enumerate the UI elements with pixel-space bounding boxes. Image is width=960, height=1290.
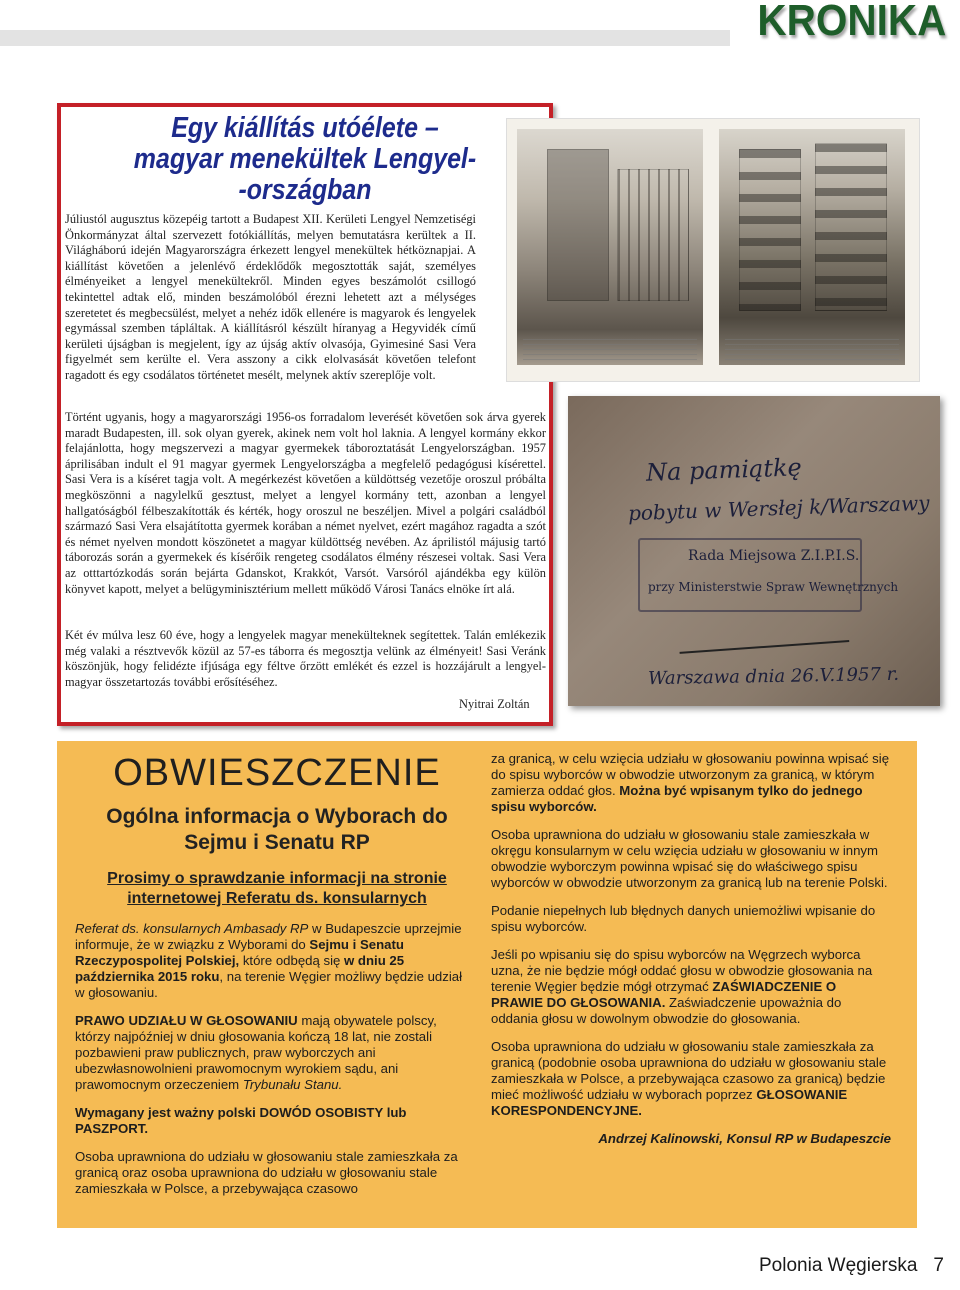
text: które odbędą się: [239, 953, 345, 968]
text: Wymagany jest ważny polski DOWÓD OSOBISTY lub PASZPORT.: [75, 1105, 407, 1136]
notice-title: OBWIESZCZENIE: [113, 752, 441, 794]
header-band: [0, 0, 960, 58]
photo-rebuilt-building: [719, 129, 905, 365]
notice-left-column: [75, 921, 470, 1209]
notice-box: [57, 741, 917, 1228]
notice-link[interactable]: Prosimy o sprawdzanie informacji na stronie internetowej Referatu ds. konsularnych: [107, 870, 447, 907]
page-footer: [759, 1255, 944, 1277]
inscription-line: Na pamiątkę: [645, 453, 803, 487]
text: Podanie niepełnych lub błędnych danych uniemożliwi wpisanie do spisu wyborców.: [491, 903, 876, 934]
article-text: Két év múlva lesz 60 éve, hogy a lengyelek magyar menekülteknek segítettek. Talán emlékezik még valaki a résztvevők közül az 57-es táborra és megosztja velünk az élményeit! Sasi Veránk köszönjük, hogy felidézte ifjúsága egy féltve őrzött emlékét és ezzel is hozzájárult a lengyel-magyar összetartozás további erősítéséhez.: [65, 628, 546, 689]
text: ZAŚWIADCZENIE O PRAWIE DO GŁOSOWANIA.: [491, 979, 837, 1010]
header-rule: [0, 30, 730, 46]
text: Osoba uprawniona do udziału w głosowaniu stale zamieszkała za granicą oraz osoba uprawniona do udziału w głosowaniu stale zamieszkała w Polsce, a przebywająca czasowo: [75, 1149, 458, 1196]
article-text: Júliustól augusztus közepéig tartott a Budapest XII. Kerületi Lengyel Nemzetiségi Önkormányzat által szervezett fotókiállítás, melyen bemutatásra kerültek a II. Világháború idején Magyarországra érkezett lengyel menekültek hétköznapjai. A kiállítást követően a jelenlévő érdeklődők megosztották saját, személyes élményeiket a lengyel menekültekről. Minden egyes beszámolót csillogó tekintettel adtak elő, minden beszámolóból érezni lehetett azt a mélységes szeretetet és megbecsülést, melyet a nehéz idők ellenére is magyarok és lengyelek egymással szemben tápláltak. A kiállításról készült híranyag a Hegyvidék című kerületi újságban is megjelent, így az újság aktív olvasója, Gyimesiné Sasi Vera figyelmét sem kerülte el. Vera asszony a cikk elolvasását követően telefont ragadott és egy csodálatos történetet mesélt, melynek aktív szereplője volt.: [65, 212, 476, 382]
notice-signature: Andrzej Kalinowski, Konsul RP w Budapeszcie: [598, 1131, 891, 1146]
article-text: Történt ugyanis, hogy a magyarországi 1956-os forradalom leverését követően sok árva gyerek maradt Budapesten, ill. sok olyan gyerek, akinek nem volt hol laknia. A lengyel kormány ekkor felajánlotta, hogy megszervezi a magyar gyermekek táboroztatását Lengyelországban. 1957 áprilisában indult el 91 magyar gyermek Lengyelországba a megfelelő pedagógusi kísérettel. Sasi Vera is a kíséret tagja volt. A megérkezést követően a küldöttség vezetője oroszul próbálta megköszönni a nagylelkű gesztust, melyet a lengyel kormány tett, azonban a lengyel hallgatóságból félbeszakították és kérték, hogy oroszul ne beszéljen. Mivel a polgári családból származó Sasi Vera elsajátította gyermek korában a német nyelvet, ezért magához ragadta a szót és német nyelven mondott köszönetet a magyar küldöttség nevében. Az áprilistól májusig tartó táborozás során a gyermekek és kísérőik rengeteg csodálatos élmény részesei voltak. Sasi Vera az otttartózkodás során bejárta Gdanskot, Krakkót, Varsót. Varsóról ajándékba egy külön könyvet kapott, melyet a belügyminisztérium mellett működő Városi Tanács elnöke írt alá.: [65, 410, 546, 596]
title-line: Egy kiállítás utóélete –: [171, 112, 439, 144]
text: Jeśli po wpisaniu się do spisu wyborców na Węgrzech wyborca uzna, że nie będzie mógł oddać głosu w obwodzie głosowania na terenie Węgier będzie mógł otrzymać: [491, 947, 873, 994]
text: PRAWO UDZIAŁU W GŁOSOWANIU: [75, 1013, 298, 1028]
notice-right-column: [491, 751, 891, 1159]
historical-photos: [506, 118, 920, 382]
text: mają obywatele polscy, którzy najpóźniej w dniu głosowania kończą 18 lat, nie zostali pozbawieni praw publicznych, praw wyborczych ani ubezwłasnowolnieni prawomocnym wyrokiem sądu, ani prawomocnym orzeczeniem: [75, 1013, 437, 1092]
article-paragraph-3: [65, 628, 546, 690]
article-signature: Nyitrai Zoltán: [459, 697, 530, 711]
notice-subtitle: Ogólna informacja o Wyborach do Sejmu i Senatu RP: [106, 805, 448, 854]
stamp-text: przy Ministerstwie Spraw Wewnętrznych: [648, 580, 899, 594]
text: w dniu 25 października 2015 roku: [75, 953, 405, 984]
text: Osoba uprawniona do udziału w głosowaniu stale zamieszkała za granicą (podobnie osoba uprawniona do udziału w głosowaniu stale zamieszkała w Polsce, a przebywająca czasowo za granicą) będzie mieć możliwość udziału w wyborach poprzez: [491, 1039, 887, 1102]
section-title: KRONIKA: [757, 0, 946, 45]
text: Osoba uprawniona do udziału w głosowaniu stale zamieszkała w okręgu konsularnym w celu wzięcia udziału w głosowaniu w innym obwodzie wyborczym powinna wpisać się do właściwego spisu wyborców w obwodzie utworzonym za granicą lub na terenie Polski.: [491, 827, 888, 890]
article-paragraph-2: [65, 410, 546, 597]
text: Trybunału Stanu.: [242, 1077, 343, 1092]
inscription-line: pobytu w Wersłej k/Warszawy: [627, 490, 930, 526]
article-paragraph-1: [65, 212, 476, 384]
text: w Budapeszcie uprzejmie informuje, że w związku z Wyborami do: [75, 921, 462, 952]
title-line: magyar menekültek Lengyel-: [133, 143, 477, 175]
page-number: 7: [933, 1255, 944, 1276]
text: GŁOSOWANIE KORESPONDENCYJNE.: [491, 1087, 848, 1118]
publication-name: Polonia Węgierska: [759, 1255, 918, 1276]
text: , na terenie Węgier możliwy będzie udział w głosowaniu.: [75, 969, 463, 1000]
photo-ruined-building: [517, 129, 703, 365]
title-line: -országban: [238, 174, 372, 206]
inscription-photo: [568, 396, 940, 706]
stamp-text: Rada Miejsowa Z.I.P.I.S.: [688, 548, 860, 564]
article-title: [61, 107, 549, 206]
text: Sejmu i Senatu Rzeczypospolitej Polskiej,: [75, 937, 404, 968]
inscription-date: Warszawa dnia 26.V.1957 r.: [647, 663, 900, 690]
text: za granicą, w celu wzięcia udziału w głosowaniu powinna wpisać się do spisu wyborców w obwodzie utworzonym za granicą, w którym zamierza oddać głos.: [491, 751, 890, 798]
text: Zaświadczenie upoważnia do oddania głosu w dowolnym obwodzie do głosowania.: [491, 995, 842, 1026]
text: Referat ds. konsularnych Ambasady RP: [75, 921, 309, 936]
text: Można być wpisanym tylko do jednego spisu wyborców.: [491, 783, 863, 814]
